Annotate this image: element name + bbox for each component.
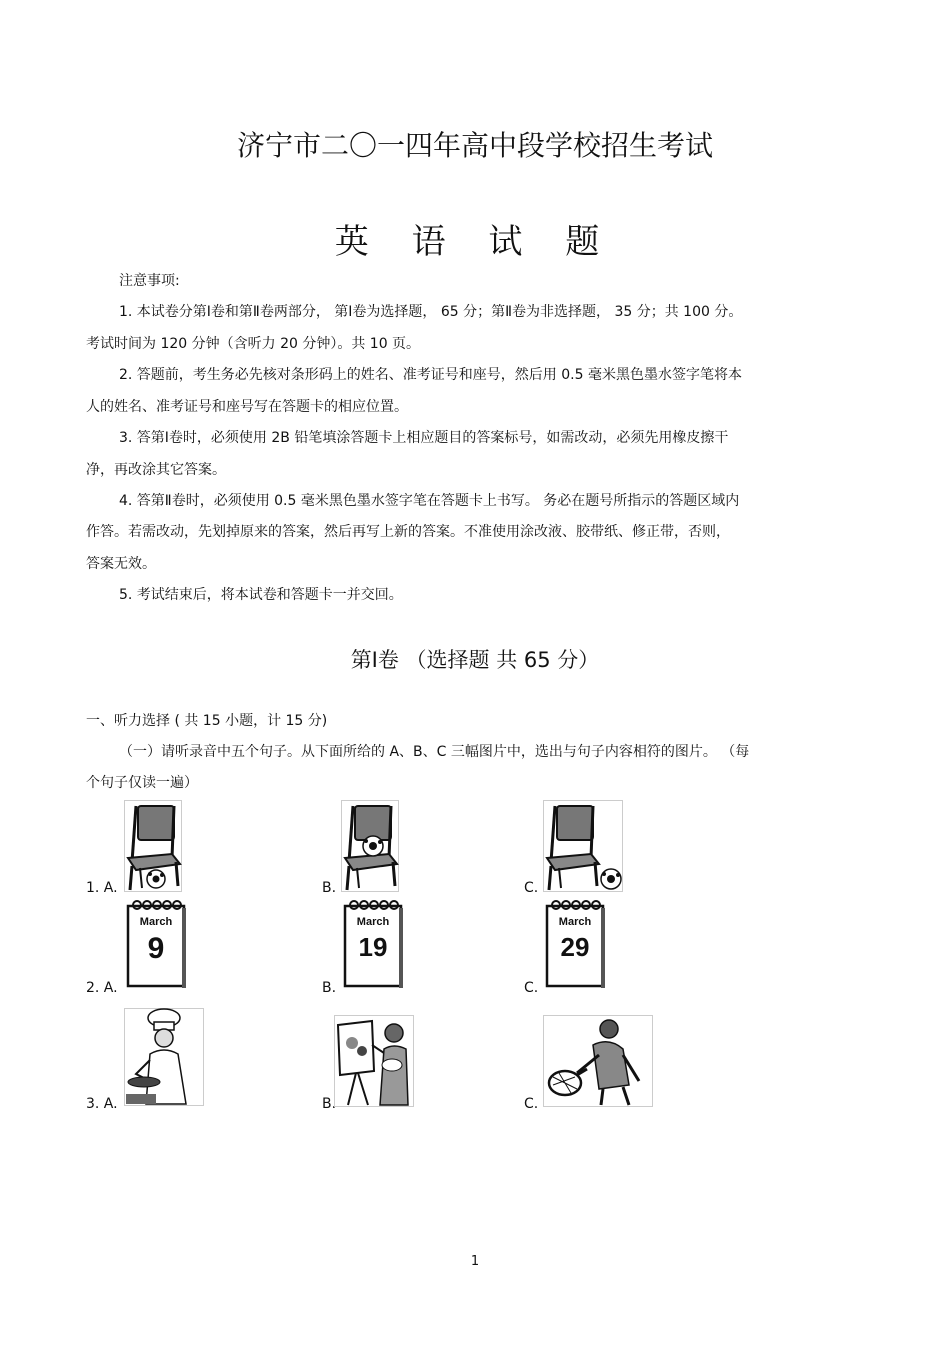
calendar-icon: [543, 898, 607, 990]
notice-heading: 注意事项:: [119, 273, 180, 289]
option-label: B.: [322, 980, 337, 996]
notice-line: 2. 答题前，考生务必先核对条形码上的姓名、准考证号和座号，然后用 0.5 毫米黑色墨水签字笔将本: [119, 367, 742, 383]
notice-line: 净，再改涂其它答案。: [86, 462, 226, 478]
part-heading: 一、听力选择 ( 共 15 小题，计 15 分): [86, 713, 328, 729]
page-number: 1: [470, 1254, 480, 1269]
option-label: C.: [524, 880, 539, 896]
option-label: B.: [322, 880, 337, 896]
notice-line: 答案无效。: [86, 556, 156, 572]
calendar-month: March: [558, 916, 592, 928]
option-label: C.: [524, 1096, 539, 1112]
notice-line: 1. 本试卷分第Ⅰ卷和第Ⅱ卷两部分， 第Ⅰ卷为选择题， 65 分；第Ⅱ卷为非选择题， 35 分；共 100 分。: [119, 304, 743, 320]
chair-ball-under-icon: [124, 800, 182, 892]
notice-line: 作答。若需改动，先划掉原来的答案，然后再写上新的答案。不准使用涂改液、胶带纸、修正带，否则，: [86, 524, 730, 540]
option-label: B.: [322, 1096, 337, 1112]
calendar-icon: [124, 898, 188, 990]
cook-icon: [124, 1008, 204, 1106]
notice-line: 5. 考试结束后，将本试卷和答题卡一并交回。: [119, 587, 403, 603]
calendar-month: March: [139, 916, 173, 928]
calendar-day: 19: [358, 932, 388, 962]
notice-line: 4. 答第Ⅱ卷时，必须使用 0.5 毫米黑色墨水签字笔在答题卡上书写。 务必在题号所指示的答题区域内: [119, 493, 740, 509]
instruction-line: 个句子仅读一遍）: [86, 775, 198, 791]
option-label: 3. A.: [86, 1096, 118, 1112]
calendar-day: 29: [560, 932, 590, 962]
option-label: 1. A.: [86, 880, 118, 896]
section-title: 第Ⅰ卷 （选择题 共 65 分）: [350, 648, 600, 672]
option-label: 2. A.: [86, 980, 118, 996]
calendar-month: March: [356, 916, 390, 928]
chair-ball-on-icon: [341, 800, 399, 892]
chair-ball-beside-icon: [543, 800, 623, 892]
notice-line: 人的姓名、准考证号和座号写在答题卡的相应位置。: [86, 399, 408, 415]
option-label: C.: [524, 980, 539, 996]
exam-title: 济宁市二〇一四年高中段学校招生考试: [236, 129, 713, 162]
notice-line: 考试时间为 120 分钟（含听力 20 分钟）。共 10 页。: [86, 336, 421, 352]
instruction-line: （一）请听录音中五个句子。从下面所给的 A、B、C 三幅图片中，选出与句子内容相符的图片。 （每: [119, 744, 750, 760]
tennis-player-icon: [543, 1015, 653, 1107]
calendar-day: 9: [147, 932, 165, 965]
subject-title: 英 语 试 题: [334, 222, 616, 262]
calendar-icon: [341, 898, 405, 990]
notice-line: 3. 答第Ⅰ卷时，必须使用 2B 铅笔填涂答题卡上相应题目的答案标号，如需改动，必须先用橡皮擦干: [119, 430, 729, 446]
painter-icon: [334, 1015, 414, 1107]
